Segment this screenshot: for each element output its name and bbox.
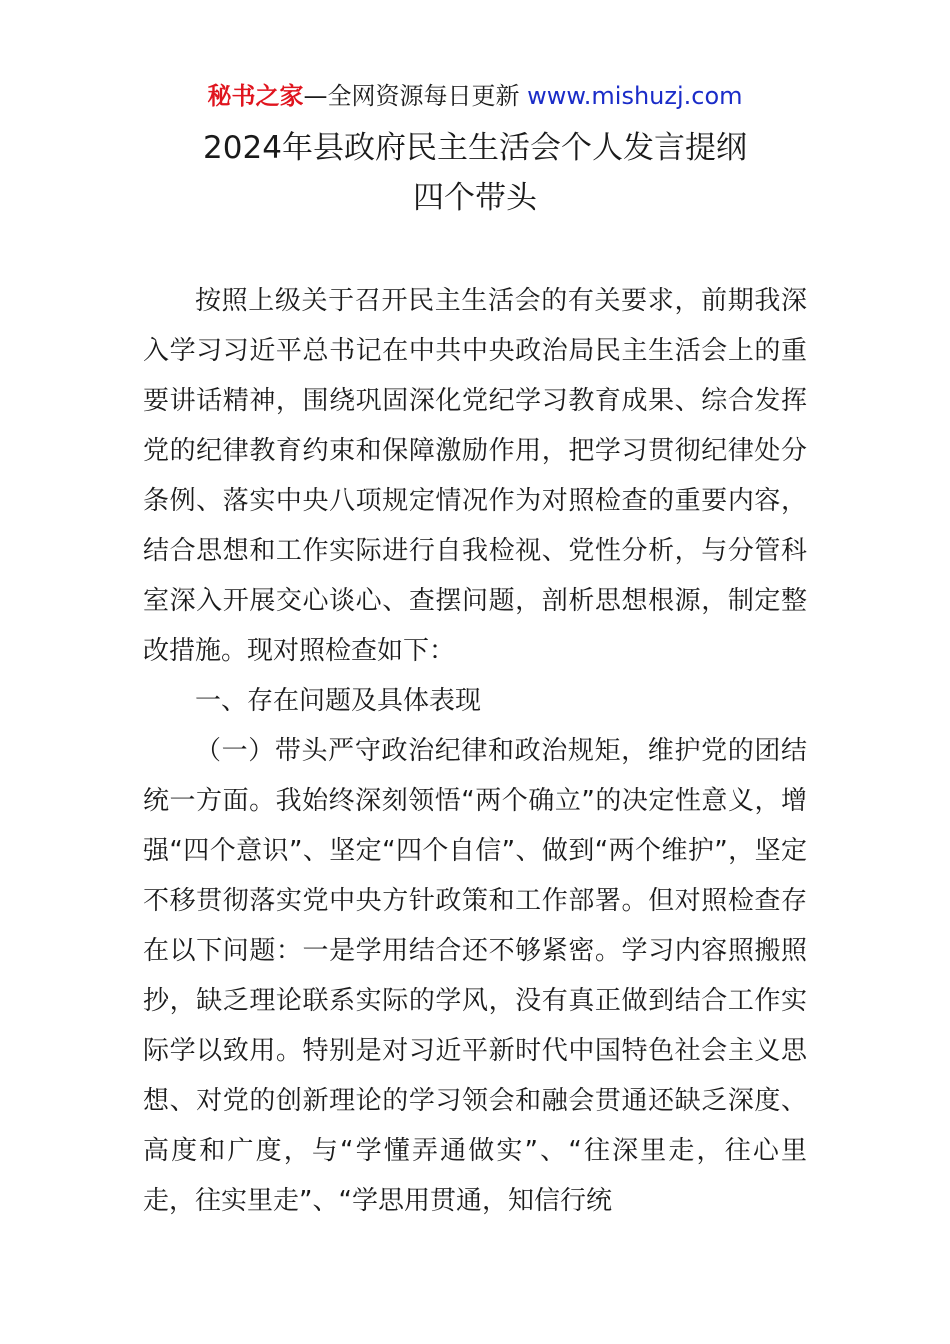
- section-heading: 一、存在问题及具体表现: [195, 686, 482, 716]
- intro-paragraph: 按照上级关于召开民主生活会的有关要求，前期我深入学习习近平总书记在中共中央政治局民主生活会上的重要讲话精神，围绕巩固深化党纪学习教育成果、综合发挥党的纪律教育约束和保障激励作用，把学习贯彻纪律处分条例、落实中央八项规定情况作为对照检查的重要内容，结合思想和工作实际进行自我检视、党性分析，与分管科室深入开展交心谈心、查摆问题，剖析思想根源，制定整改措施。现对照检查如下：: [143, 286, 807, 666]
- document-subtitle: 四个带头: [413, 180, 537, 216]
- brand-name: 秘书之家: [207, 82, 304, 110]
- document-title: 2024年县政府民主生活会个人发言提纲: [203, 130, 747, 166]
- site-url-link[interactable]: www.mishuzj.com: [527, 82, 743, 110]
- header-tagline: —全网资源每日更新: [303, 82, 528, 110]
- document-body: [143, 276, 807, 1226]
- section-paragraph: （一）带头严守政治纪律和政治规矩，维护党的团结统一方面。我始终深刻领悟“两个确立”的决定性意义，增强“四个意识”、坚定“四个自信”、做到“两个维护”，坚定不移贯彻落实党中央方针政策和工作部署。但对照检查存在以下问题：一是学用结合还不够紧密。学习内容照搬照抄，缺乏理论联系实际的学风，没有真正做到结合工作实际学以致用。特别是对习近平新时代中国特色社会主义思想、对党的创新理论的学习领会和融会贯通还缺乏深度、高度和广度，与“学懂弄通做实”、“往深里走，往心里走，往实里走”、“学思用贯通，知信行统: [143, 736, 807, 1216]
- site-header: [0, 80, 950, 112]
